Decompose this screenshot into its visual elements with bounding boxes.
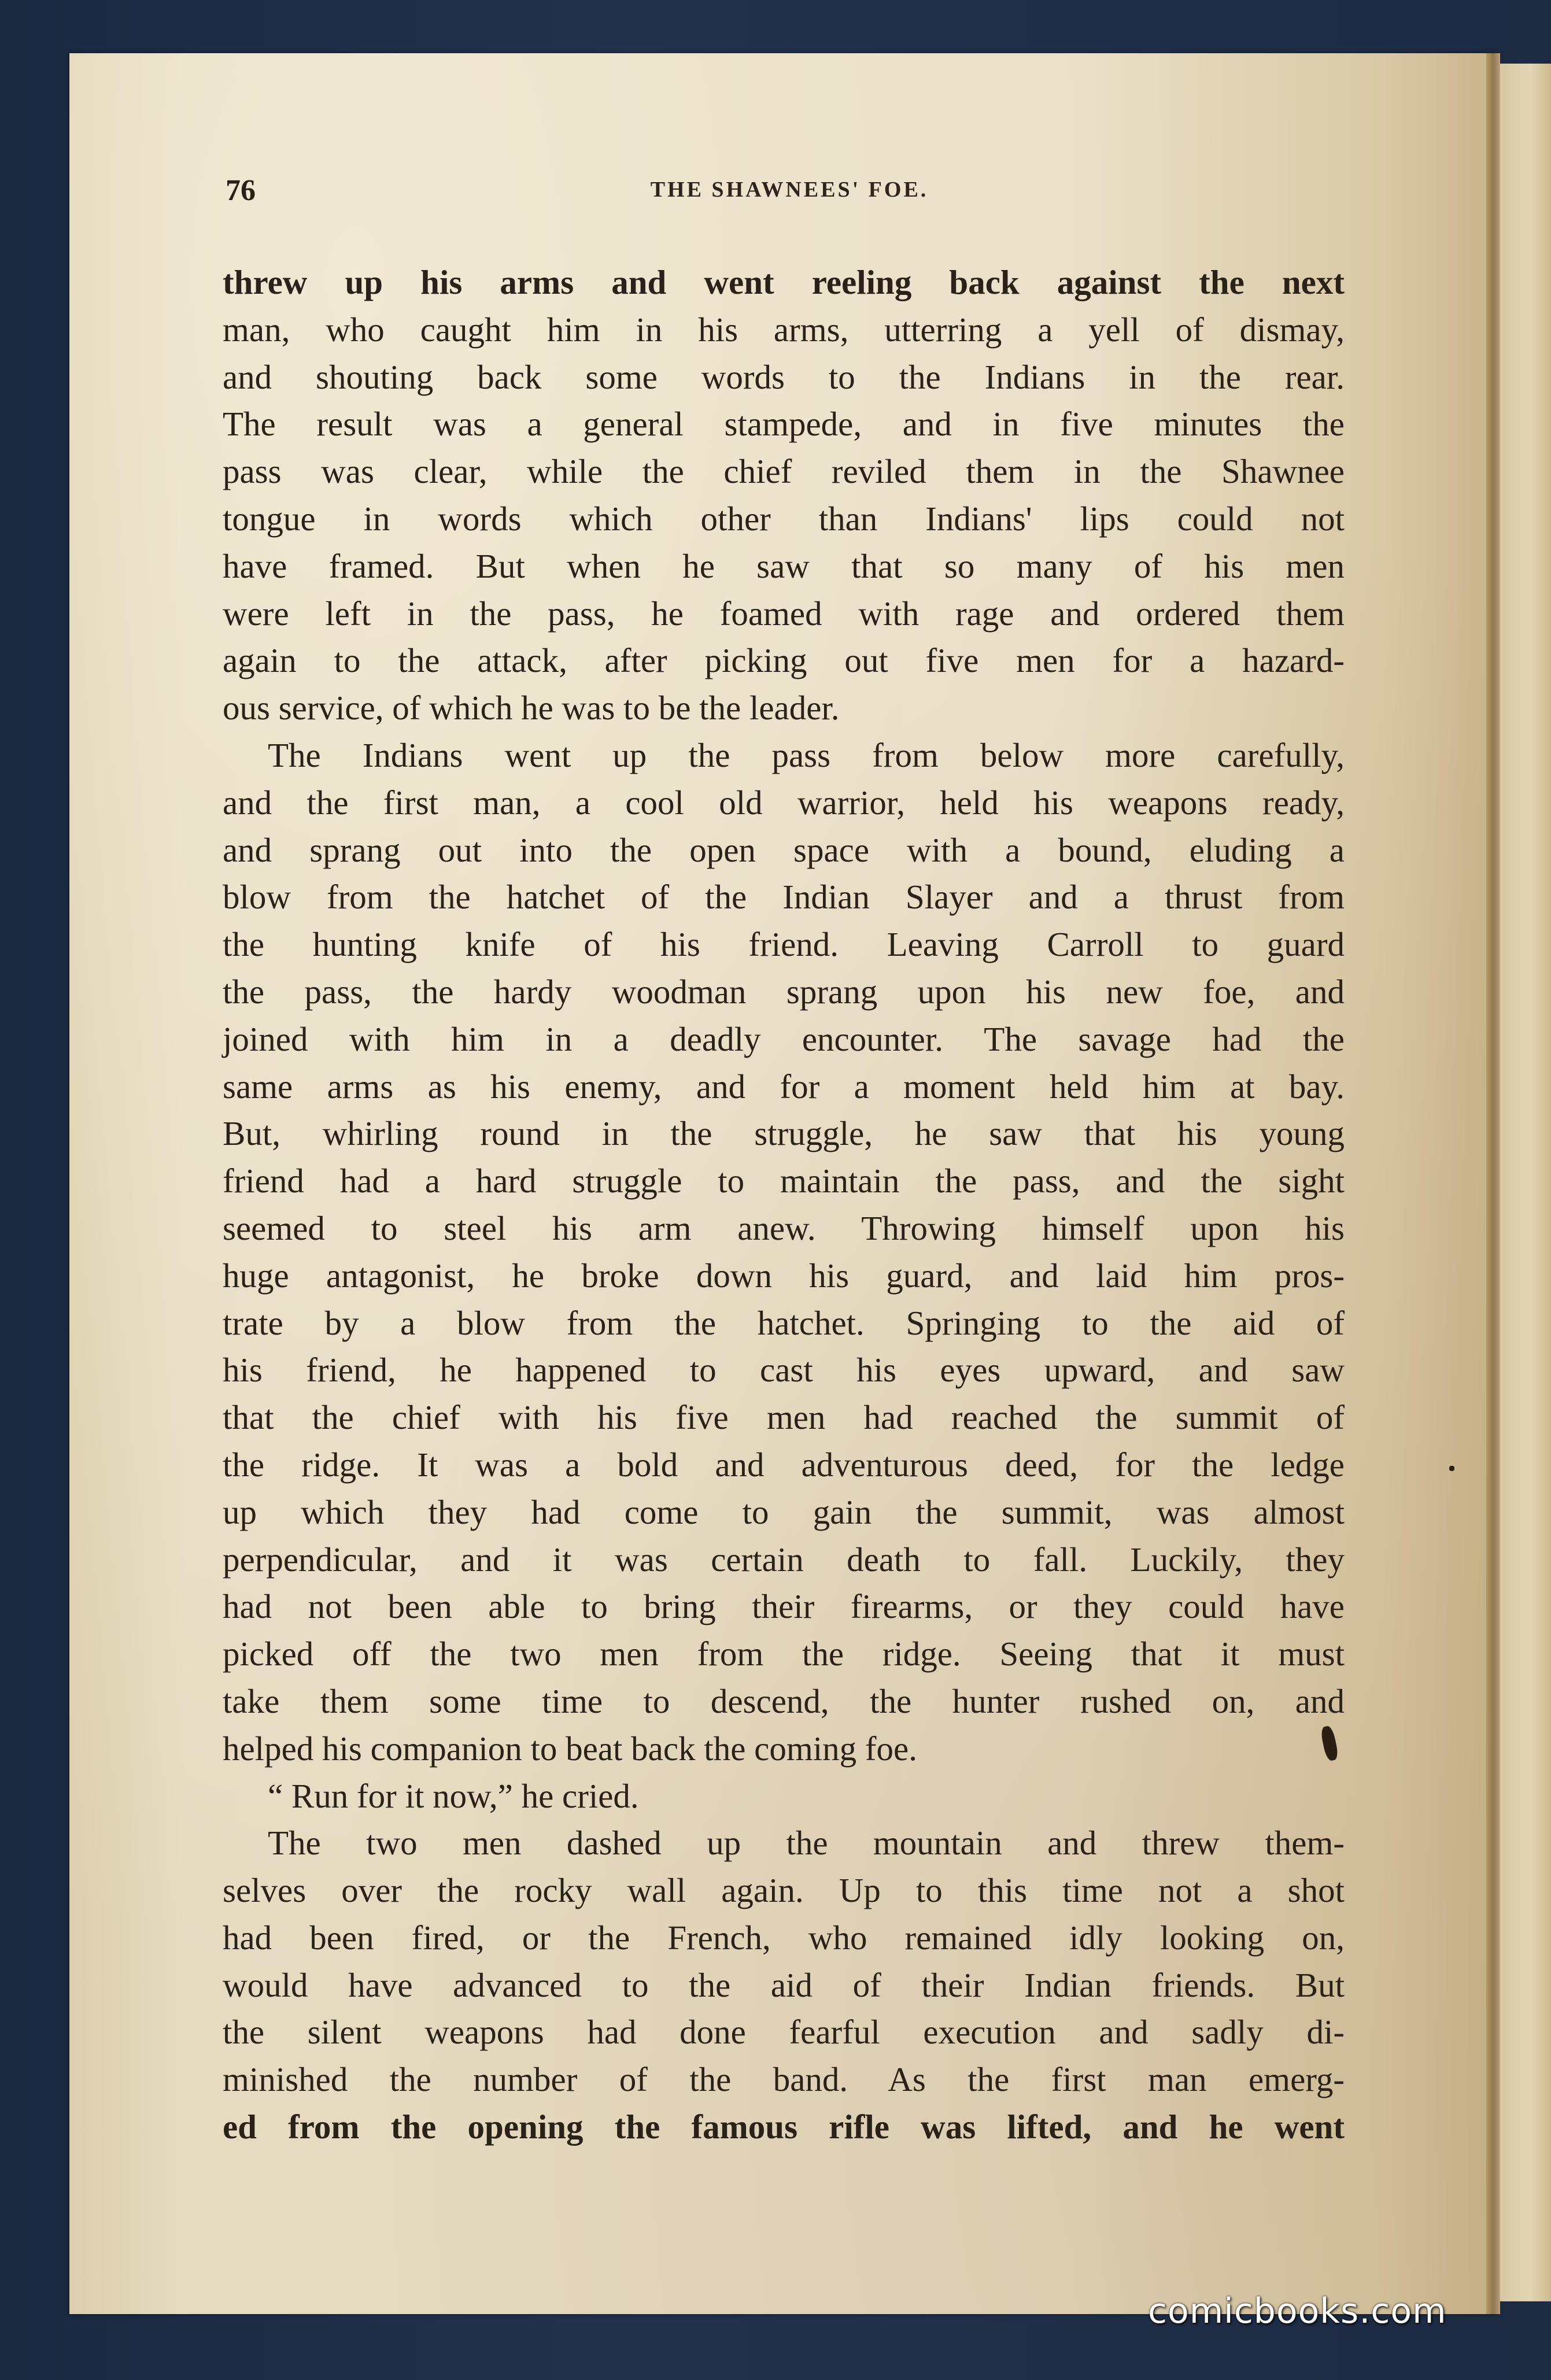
- text-line: The Indians went up the pass from below more carefully,: [268, 736, 1345, 774]
- facing-page-edge: [1500, 64, 1551, 2301]
- text-line: picked off the two men from the ridge. Seeing that it must: [223, 1635, 1345, 1673]
- watermark: comicbooks.com: [1148, 2291, 1447, 2331]
- text-line: minished the number of the band. As the first man emerg-: [223, 2060, 1345, 2099]
- text-line: the silent weapons had done fearful execution and sadly di-: [223, 2013, 1345, 2052]
- text-line: selves over the rocky wall again. Up to this time not a shot: [223, 1871, 1345, 1910]
- text-line: and sprang out into the open space with a bound, eluding a: [223, 830, 1345, 869]
- text-line: up which they had come to gain the summit, was almost: [223, 1492, 1345, 1531]
- text-line: tongue in words which other than Indians' lips could not: [223, 499, 1345, 538]
- body-text: [223, 259, 1345, 2151]
- book-gutter: [1486, 53, 1500, 2314]
- text-line: would have advanced to the aid of their Indian friends. But: [223, 1965, 1345, 2004]
- text-line: threw up his arms and went reeling back against the next: [223, 263, 1345, 301]
- text-line: The two men dashed up the mountain and threw them-: [268, 1824, 1345, 1862]
- text-line: the ridge. It was a bold and adventurous deed, for the ledge: [223, 1445, 1345, 1484]
- text-line: trate by a blow from the hatchet. Springing to the aid of: [223, 1303, 1345, 1342]
- text-line: huge antagonist, he broke down his guard, and laid him pros-: [223, 1256, 1345, 1295]
- text-line: But, whirling round in the struggle, he saw that his young: [223, 1114, 1345, 1153]
- text-line: take them some time to descend, the hunter rushed on, and: [223, 1681, 1345, 1720]
- text-line: and the first man, a cool old warrior, held his weapons ready,: [223, 783, 1345, 822]
- text-line: ed from the opening the famous rifle was lifted, and he went: [223, 2108, 1345, 2146]
- text-line: “ Run for it now,” he cried.: [268, 1776, 639, 1815]
- text-line: same arms as his enemy, and for a moment held him at bay.: [223, 1067, 1345, 1106]
- page-speck: [1449, 1466, 1454, 1471]
- text-line: pass was clear, while the chief reviled them in the Shawnee: [223, 452, 1345, 491]
- text-line: were left in the pass, he foamed with rage and ordered them: [223, 594, 1345, 633]
- text-line: joined with him in a deadly encounter. The savage had the: [223, 1019, 1345, 1058]
- text-line: his friend, he happened to cast his eyes upward, and saw: [223, 1351, 1345, 1389]
- text-line: the hunting knife of his friend. Leaving Carroll to guard: [223, 925, 1345, 964]
- text-line: had not been able to bring their firearms, or they could have: [223, 1587, 1345, 1626]
- text-line: that the chief with his five men had reached the summit of: [223, 1398, 1345, 1437]
- text-line: man, who caught him in his arms, utterring a yell of dismay,: [223, 310, 1345, 349]
- text-line: friend had a hard struggle to maintain the pass, and the sight: [223, 1162, 1345, 1200]
- text-line: had been fired, or the French, who remained idly looking on,: [223, 1918, 1345, 1957]
- running-title: THE SHAWNEES' FOE.: [650, 178, 929, 202]
- text-line: have framed. But when he saw that so many of his men: [223, 546, 1345, 585]
- text-line: again to the attack, after picking out five men for a hazard-: [223, 641, 1345, 680]
- text-line: The result was a general stampede, and in five minutes the: [223, 405, 1345, 444]
- page-number: 76: [226, 174, 256, 207]
- text-line: the pass, the hardy woodman sprang upon his new foe, and: [223, 972, 1345, 1011]
- text-line: blow from the hatchet of the Indian Slayer and a thrust from: [223, 878, 1345, 916]
- text-line: perpendicular, and it was certain death to fall. Luckily, they: [223, 1540, 1345, 1579]
- text-line: helped his companion to beat back the coming foe.: [223, 1729, 917, 1768]
- text-line: ous service, of which he was to be the leader.: [223, 689, 840, 727]
- text-line: seemed to steel his arm anew. Throwing himself upon his: [223, 1209, 1345, 1247]
- text-line: and shouting back some words to the Indians in the rear.: [223, 357, 1345, 396]
- running-head: [226, 173, 1353, 214]
